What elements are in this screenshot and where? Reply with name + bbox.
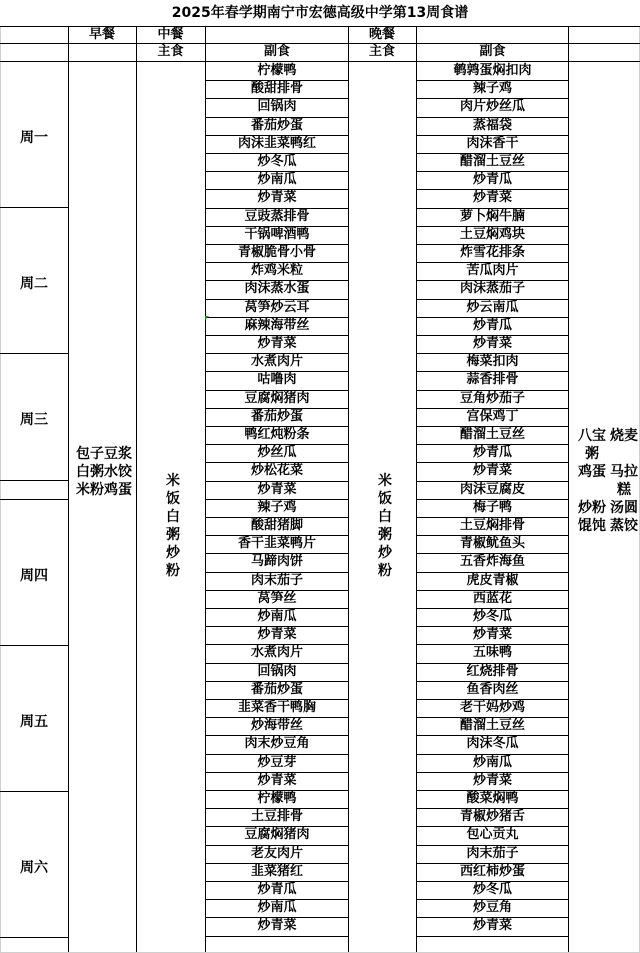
header-lunch-staple: 主食: [157, 44, 184, 59]
dish-item: 水煮肉片: [250, 354, 303, 369]
dish-item: 鸭红炖粉条: [244, 427, 310, 442]
dish-item: 炒青瓜: [257, 882, 297, 897]
grid-line: [136, 26, 137, 953]
dish-item: 酸甜猪脚: [250, 518, 303, 533]
dish-item: 香干韭菜鸭片: [237, 536, 316, 551]
night-snack-item: 鸡蛋: [578, 464, 606, 480]
dish-item: 豆腐焖猪肉: [244, 391, 310, 406]
header-dinner-side: 副食: [479, 44, 506, 59]
grid-line: [0, 937, 68, 938]
dish-item: 宫保鸡丁: [466, 409, 519, 424]
dish-item: 柠檬鸭: [257, 791, 297, 806]
dinner-staple-items: [356, 472, 412, 580]
dish-item: 肉末炒豆角: [244, 736, 310, 751]
night-snack-item: 马拉糕: [610, 464, 638, 498]
night-snack-item: 烧麦: [610, 428, 638, 444]
dinner-staple-item: 米饭: [378, 473, 414, 507]
dish-item: 包心贡丸: [466, 827, 519, 842]
dish-item: 鹌鹑蛋焖扣肉: [453, 63, 532, 78]
dish-item: 炒青菜: [472, 627, 512, 642]
dish-item: 青椒鱿鱼头: [459, 536, 525, 551]
dish-item: 炒青菜: [257, 627, 297, 642]
dish-item: 肉沫韭菜鸭红: [237, 136, 316, 151]
dish-item: 炒青菜: [472, 463, 512, 478]
dish-item: 炒南瓜: [257, 609, 297, 624]
dish-item: 炒南瓜: [257, 900, 297, 915]
dish-item: 炒青菜: [472, 773, 512, 788]
dish-item: 西蓝花: [472, 591, 512, 606]
header-dinner: 晚餐: [368, 27, 395, 42]
dish-item: 肉沫蒸茄子: [459, 281, 525, 296]
dish-item: 肉沫香干: [466, 136, 519, 151]
dish-item: 炸雪花排条: [459, 245, 525, 260]
dish-item: 番茄炒蛋: [250, 682, 303, 697]
dish-item: 西红柿炒蛋: [459, 864, 525, 879]
dish-item: 炒青菜: [257, 482, 297, 497]
dish-item: 柠檬鸭: [257, 63, 297, 78]
breakfast-items: [76, 445, 132, 499]
dish-item: 蒜香排骨: [466, 372, 519, 387]
dish-item: 豆角炒茄子: [459, 391, 525, 406]
dish-item: 番茄炒蛋: [250, 118, 303, 133]
dish-item: 炒青菜: [472, 918, 512, 933]
dish-item: 豆腐焖猪肉: [244, 827, 310, 842]
dish-item: 咕噜肉: [257, 372, 297, 387]
dish-item: 炒青菜: [257, 918, 297, 933]
grid-line: [0, 353, 68, 354]
dish-item: 炒青瓜: [472, 318, 512, 333]
dish-item: 老友肉片: [250, 846, 303, 861]
dish-item: 炒冬瓜: [472, 882, 512, 897]
dinner-staple-item: 白粥: [378, 509, 414, 543]
dish-item: 肉沫豆腐皮: [459, 482, 525, 497]
dish-item: 韭菜香干鸭胸: [237, 700, 316, 715]
dish-item: 炒冬瓜: [257, 154, 297, 169]
dish-item: 炒云南瓜: [466, 300, 519, 315]
dish-item: 土豆焖鸡块: [459, 227, 525, 242]
dish-item: 韭菜猪红: [250, 864, 303, 879]
dish-item: 苦瓜肉片: [466, 263, 519, 278]
dish-item: 醋溜土豆丝: [459, 718, 525, 733]
dish-item: 炒冬瓜: [472, 609, 512, 624]
night-snack-item: 炒粉: [578, 500, 606, 516]
dish-item: 肉沫蒸水蛋: [244, 281, 310, 296]
dish-item: 炸鸡米粒: [250, 263, 303, 278]
dish-item: 炒南瓜: [257, 172, 297, 187]
grid-line: [0, 207, 68, 208]
dish-item: 肉末茄子: [466, 846, 519, 861]
dish-item: 莴笋丝: [257, 591, 297, 606]
dish-item: 炒豆角: [472, 900, 512, 915]
dish-item: 醋溜土豆丝: [459, 154, 525, 169]
dish-item: 炒青菜: [472, 336, 512, 351]
dish-item: 梅子鸭: [472, 500, 512, 515]
night-snack-item: 馄饨: [578, 518, 606, 534]
night-snack-item: 八宝粥: [578, 428, 606, 462]
day-label-fri: 周五: [20, 714, 48, 730]
lunch-staple-item: 米饭: [166, 473, 202, 507]
day-label-mon: 周一: [20, 130, 48, 146]
dish-item: 红烧排骨: [466, 664, 519, 679]
dish-item: 辣子鸡: [257, 500, 297, 515]
dish-item: 辣子鸡: [472, 81, 512, 96]
dish-item: 炒青菜: [257, 190, 297, 205]
grid-line: [348, 26, 349, 953]
breakfast-item: 水饺: [104, 464, 132, 480]
dish-item: 炒豆芽: [257, 755, 297, 770]
dish-item: 肉片炒丝瓜: [459, 99, 525, 114]
dish-item: 马蹄肉饼: [250, 554, 303, 569]
dinner-staple-item: 炒粉: [378, 545, 414, 579]
grid-line: [0, 645, 68, 646]
dish-item: 炒南瓜: [472, 755, 512, 770]
grid-line: [0, 499, 68, 500]
grid-line: [0, 480, 68, 481]
dish-item: 莴笋炒云耳: [244, 300, 310, 315]
dish-item: 青椒脆骨小骨: [237, 245, 316, 260]
dish-item: 炒丝瓜: [257, 445, 297, 460]
breakfast-item: 包子: [76, 446, 104, 462]
breakfast-item: 鸡蛋: [104, 482, 132, 498]
night-snack-items: [576, 427, 640, 535]
dish-item: 酸甜排骨: [250, 81, 303, 96]
dish-item: 虎皮青椒: [466, 573, 519, 588]
dish-item: 酸菜焖鸭: [466, 791, 519, 806]
dish-item: 五味鸭: [472, 645, 512, 660]
cell-comment-marker: [205, 316, 209, 320]
lunch-staple-item: 炒粉: [166, 545, 202, 579]
dish-item: 肉末茄子: [250, 573, 303, 588]
dish-item: 炒青菜: [257, 773, 297, 788]
breakfast-item: 豆浆: [104, 446, 132, 462]
menu-title: 2025年春学期南宁市宏德高级中学第13周食谱: [171, 5, 469, 21]
grid-line: [205, 936, 348, 937]
dish-item: 炒青瓜: [472, 445, 512, 460]
dish-item: 麻辣海带丝: [244, 318, 310, 333]
day-label-thu: 周四: [20, 568, 48, 584]
menu-table: [0, 26, 640, 953]
dish-item: 土豆焖排骨: [459, 518, 525, 533]
day-label-tue: 周二: [20, 276, 48, 292]
lunch-staple-item: 白粥: [166, 509, 202, 543]
dish-item: 炒松花菜: [250, 463, 303, 478]
dish-item: 番茄炒蛋: [250, 409, 303, 424]
dish-item: 炒青菜: [257, 336, 297, 351]
grid-line: [568, 26, 569, 953]
dish-item: 鱼香肉丝: [466, 682, 519, 697]
header-breakfast: 早餐: [88, 27, 115, 42]
dish-item: 老干妈炒鸡: [459, 700, 525, 715]
breakfast-item: 白粥: [76, 464, 104, 480]
grid-line: [68, 26, 69, 953]
dish-item: 豆豉蒸排骨: [244, 209, 310, 224]
dish-item: 炒海带丝: [250, 718, 303, 733]
grid-line: [0, 26, 1, 953]
grid-line: [416, 936, 568, 937]
breakfast-item: 米粉: [76, 482, 104, 498]
dish-item: 水煮肉片: [250, 645, 303, 660]
header-dinner-staple: 主食: [368, 44, 395, 59]
night-snack-item: 蒸饺: [610, 518, 638, 534]
header-lunch: 中餐: [157, 27, 184, 42]
dish-item: 肉沫冬瓜: [466, 736, 519, 751]
dish-item: 五香炸海鱼: [459, 554, 525, 569]
dish-item: 土豆排骨: [250, 809, 303, 824]
dish-item: 醋溜土豆丝: [459, 427, 525, 442]
day-label-sat: 周六: [20, 860, 48, 876]
dish-item: 干锅啤酒鸭: [244, 227, 310, 242]
day-label-wed: 周三: [20, 412, 48, 428]
dish-item: 萝卜焖牛腩: [459, 209, 525, 224]
night-snack-item: 汤圆: [610, 500, 638, 516]
grid-line: [0, 791, 68, 792]
lunch-staple-items: [144, 472, 200, 580]
dish-item: 炒青瓜: [472, 172, 512, 187]
dish-item: 青椒炒猪舌: [459, 809, 525, 824]
dish-item: 梅菜扣肉: [466, 354, 519, 369]
header-lunch-side: 副食: [263, 44, 290, 59]
dish-item: 回锅肉: [257, 664, 297, 679]
dish-item: 回锅肉: [257, 99, 297, 114]
dish-item: 炒青菜: [472, 190, 512, 205]
dish-item: 蒸福袋: [472, 118, 512, 133]
